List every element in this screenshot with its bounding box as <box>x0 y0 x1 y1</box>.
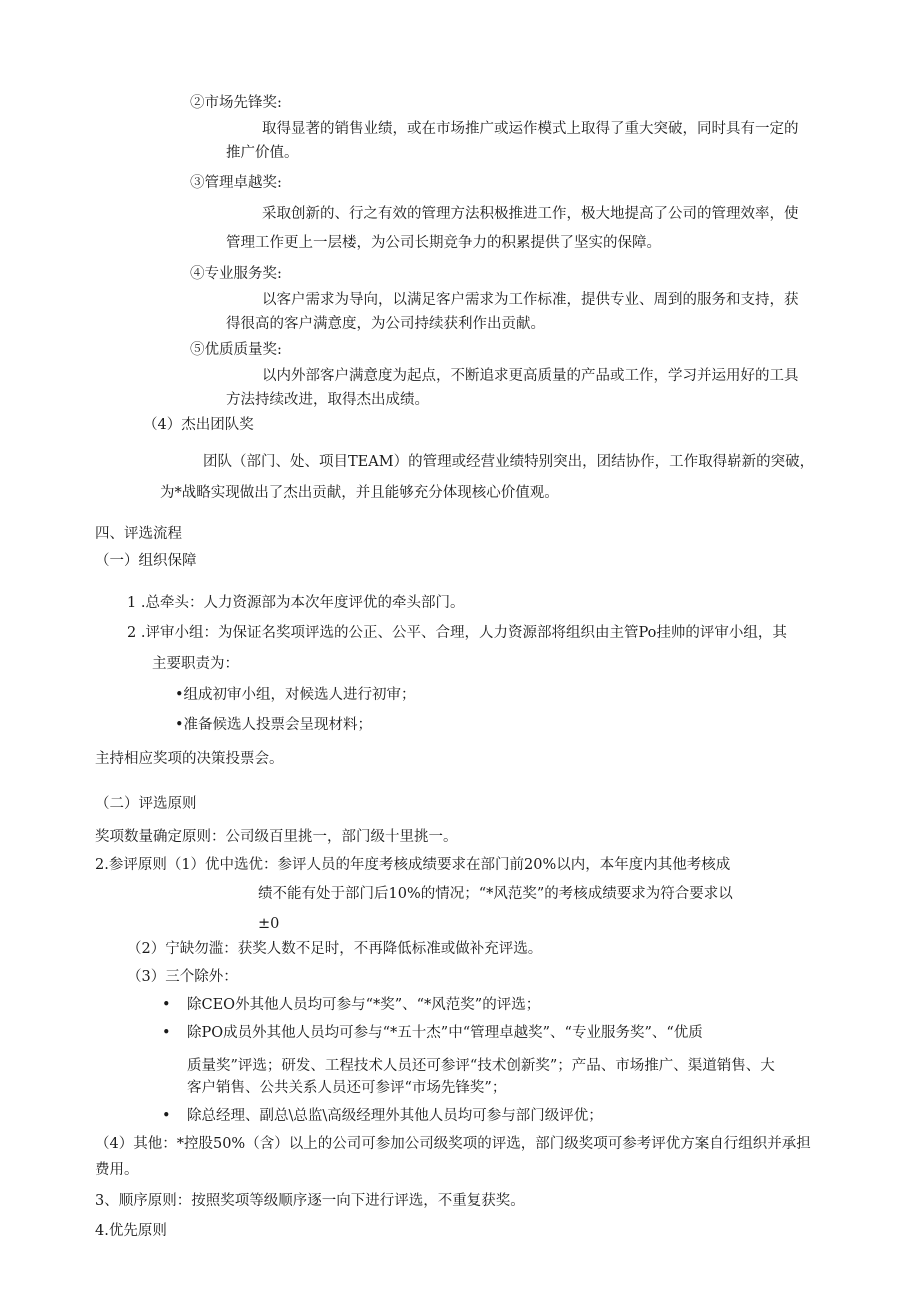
exception-2-line1: 除PO成员外其他人员均可参与“*五十杰”中“管理卓越奖”、“专业服务奖”、“优质 <box>187 1025 703 1041</box>
exception-3: 除总经理、副总\总监\高级经理外其他人员均可参与部门级评优； <box>187 1108 603 1124</box>
subsection-heading-organization: （一）组织保障 <box>95 553 197 569</box>
principle-quantity: 奖项数量确定原则：公司级百里挑一，部门级十里挑一。 <box>95 829 458 845</box>
award-team-desc-line1: 团队（部门、处、项目TEAM）的管理或经营业绩特别突出，团结协作，工作取得崭新的突破， <box>203 454 815 470</box>
principle-other-line1: （4）其他：*控股50%（含）以上的公司可参加公司级奖项的评选，部门级奖项可参考评优方案自行组织并承担 <box>95 1136 811 1152</box>
exception-2-line2: 质量奖”评选；研发、工程技术人员还可参评“技术创新奖”；产品、市场推广、渠道销售、大 <box>187 1058 775 1074</box>
principle-order: 3、顺序原则：按照奖项等级顺序逐一向下进行评选，不重复获奖。 <box>95 1193 525 1209</box>
award-service-desc-line1: 以客户需求为导向，以满足客户需求为工作标准，提供专业、周到的服务和支持，获 <box>262 292 799 308</box>
award-team-desc-line2: 为*战略实现做出了杰出贡献，并且能够充分体现核心价值观。 <box>160 485 559 501</box>
principle-participation-line2: 绩不能有处于部门后10%的情况；“*风范奖”的考核成绩要求为符合要求以 <box>258 886 733 902</box>
award-quality-desc-line2: 方法持续改进，取得杰出成绩。 <box>226 392 429 408</box>
principle-participation-line1: 2.参评原则（1）优中选优：参评人员的年度考核成绩要求在部门前20%以内，本年度内其他考核成 <box>95 857 731 873</box>
panel-duty-2: •准备候选人投票会呈现材料； <box>175 717 373 733</box>
award-management-desc-line1: 采取创新的、行之有效的管理方法积极推进工作，极大地提高了公司的管理效率，使 <box>262 206 799 222</box>
award-management-desc-line2: 管理工作更上一层楼，为公司长期竞争力的积累提供了坚实的保障。 <box>226 235 661 251</box>
award-market-pioneer-desc-line1: 取得显著的销售业绩，或在市场推广或运作模式上取得了重大突破，同时具有一定的 <box>262 121 799 137</box>
process-item-lead: 1 .总牵头：人力资源部为本次年度评优的牵头部门。 <box>127 595 465 611</box>
award-market-pioneer-desc-line2: 推广价值。 <box>226 145 299 161</box>
process-item-panel-line1: 2 .评审小组：为保证名奖项评选的公正、公平、合理，人力资源部将组织由主管Po挂帅的评审小组，其 <box>127 625 787 641</box>
principle-no-compromise: （2）宁缺勿滥：获奖人数不足时，不再降低标准或做补充评选。 <box>127 941 543 957</box>
principle-other-line2: 费用。 <box>95 1162 139 1178</box>
award-management-title: ③管理卓越奖: <box>190 175 282 191</box>
award-quality-title: ⑤优质质量奖: <box>190 342 282 358</box>
bullet-marker: • <box>162 1108 171 1124</box>
panel-duty-3: 主持相应奖项的决策投票会。 <box>95 751 284 767</box>
award-quality-desc-line1: 以内外部客户满意度为起点，不断追求更高质量的产品或工作，学习并运用好的工具 <box>262 368 799 384</box>
process-item-panel-line2: 主要职责为： <box>152 656 239 672</box>
award-service-desc-line2: 得很高的客户满意度，为公司持续获利作出贡献。 <box>226 316 545 332</box>
bullet-marker: • <box>162 1025 171 1041</box>
award-market-pioneer-title: ②市场先锋奖: <box>190 95 282 111</box>
exception-1: 除CEO外其他人员均可参与“*奖”、“*风范奖”的评选； <box>187 997 541 1013</box>
principle-three-exceptions-title: （3）三个除外： <box>127 969 238 985</box>
subsection-heading-principles: （二）评选原则 <box>95 796 197 812</box>
award-service-title: ④专业服务奖: <box>190 266 282 282</box>
panel-duty-1: •组成初审小组，对候选人进行初审； <box>175 687 416 703</box>
principle-participation-line3: ±0 <box>258 916 280 932</box>
bullet-marker: • <box>162 997 171 1013</box>
principle-priority: 4.优先原则 <box>95 1223 167 1239</box>
exception-2-line3: 客户销售、公共关系人员还可参评“市场先锋奖”； <box>187 1080 507 1096</box>
section-heading-process: 四、评选流程 <box>95 526 182 542</box>
award-team-title: （4）杰出团队奖 <box>143 417 254 433</box>
